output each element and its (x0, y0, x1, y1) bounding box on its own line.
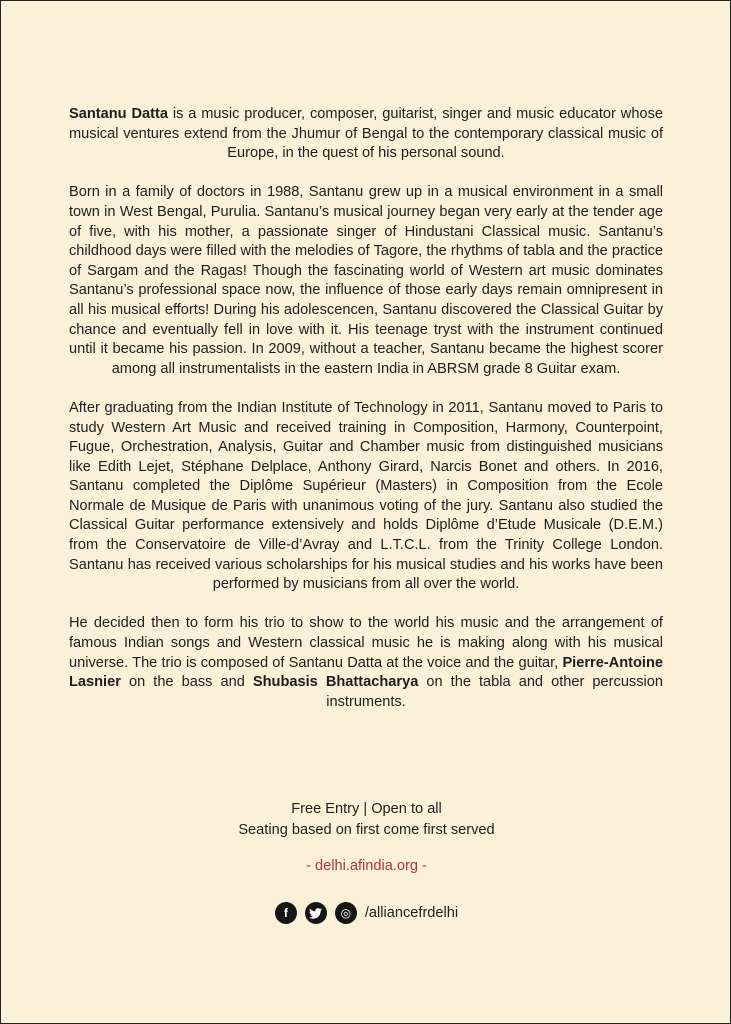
bio-p4-text-1: He decided then to form his trio to show to the world his music and the arrangement of famous Indian songs and Western classical music he is making along with his musical universe. The trio is composed of Santanu Datta at the voice and the guitar, (69, 615, 663, 671)
website-link[interactable]: - delhi.afindia.org - (306, 858, 427, 874)
social-handle[interactable]: /alliancefrdelhi (364, 905, 459, 921)
bio-section (69, 105, 663, 732)
bio-p1-text: is a music producer, composer, guitarist, singer and music educator whose musical ventures extend from the Jhumur of Bengal to the contemporary classical music of Europe, in the quest of his personal sound. (69, 106, 663, 162)
event-info (1, 799, 731, 841)
bio-p4-text-2: on the bass and (120, 674, 253, 691)
social-links (1, 902, 731, 924)
instagram-icon[interactable]: ◎ (335, 902, 357, 924)
percussionist-name: Shubasis Bhattacharya (252, 674, 419, 691)
bio-paragraph-3: After graduating from the Indian Institute of Technology in 2011, Santanu moved to Paris to study Western Art Music and received training in Composition, Harmony, Counterpoint, Fugue, Orchestration, Analysis, Guitar and Chamber music from distinguished musicians like Edith Lejet, Stéphane Delplace, Anthony Girard, Narcis Bonet and others. In 2016, Santanu completed the Diplôme Supérieur (Masters) in Composition from the Ecole Normale de Musique de Paris with unanimous voting of the jury. Santanu also studied the Classical Guitar performance extensively and holds Diplôme d’Etude Musicale (D.E.M.) from the Conservatoire de Ville-d’Avray and L.T.C.L. from the Trinity College London. Santanu has received various scholarships for his musical studies and his works have been performed by musicians from all over the world. (69, 399, 663, 593)
entry-text: Free Entry | Open to all (291, 801, 442, 817)
bio-paragraph-1 (69, 105, 663, 164)
bio-paragraph-4 (69, 614, 663, 712)
bio-p4-text-3: on the tabla and other percussion instruments. (326, 674, 664, 710)
seating-text: Seating based on first come first served (238, 822, 495, 838)
facebook-icon[interactable]: f (275, 902, 297, 924)
bassist-name: Pierre-Antoine Lasnier (69, 654, 663, 691)
twitter-icon[interactable] (305, 902, 327, 924)
twitter-bird-glyph (309, 908, 322, 919)
bio-paragraph-2: Born in a family of doctors in 1988, Santanu grew up in a musical environment in a small town in West Bengal, Purulia. Santanu’s musical journey began very early at the tender age of five, with his mother, a passionate singer of Hindustani Classical music. Santanu’s childhood days were filled with the melodies of Tagore, the rhythms of tabla and the practice of Sargam and the Ragas! Though the fascinating world of Western art music dominates Santanu’s professional space now, the influence of those early days remain omnipresent in all his musical efforts! During his adolescencen, Santanu discovered the Classical Guitar by chance and eventually fell in love with it. His teenage tryst with the instrument continued until it became his passion. In 2009, without a teacher, Santanu became the highest scorer among all instrumentalists in the eastern India in ABRSM grade 8 Guitar exam. (69, 184, 663, 377)
artist-name: Santanu Datta (69, 106, 168, 122)
